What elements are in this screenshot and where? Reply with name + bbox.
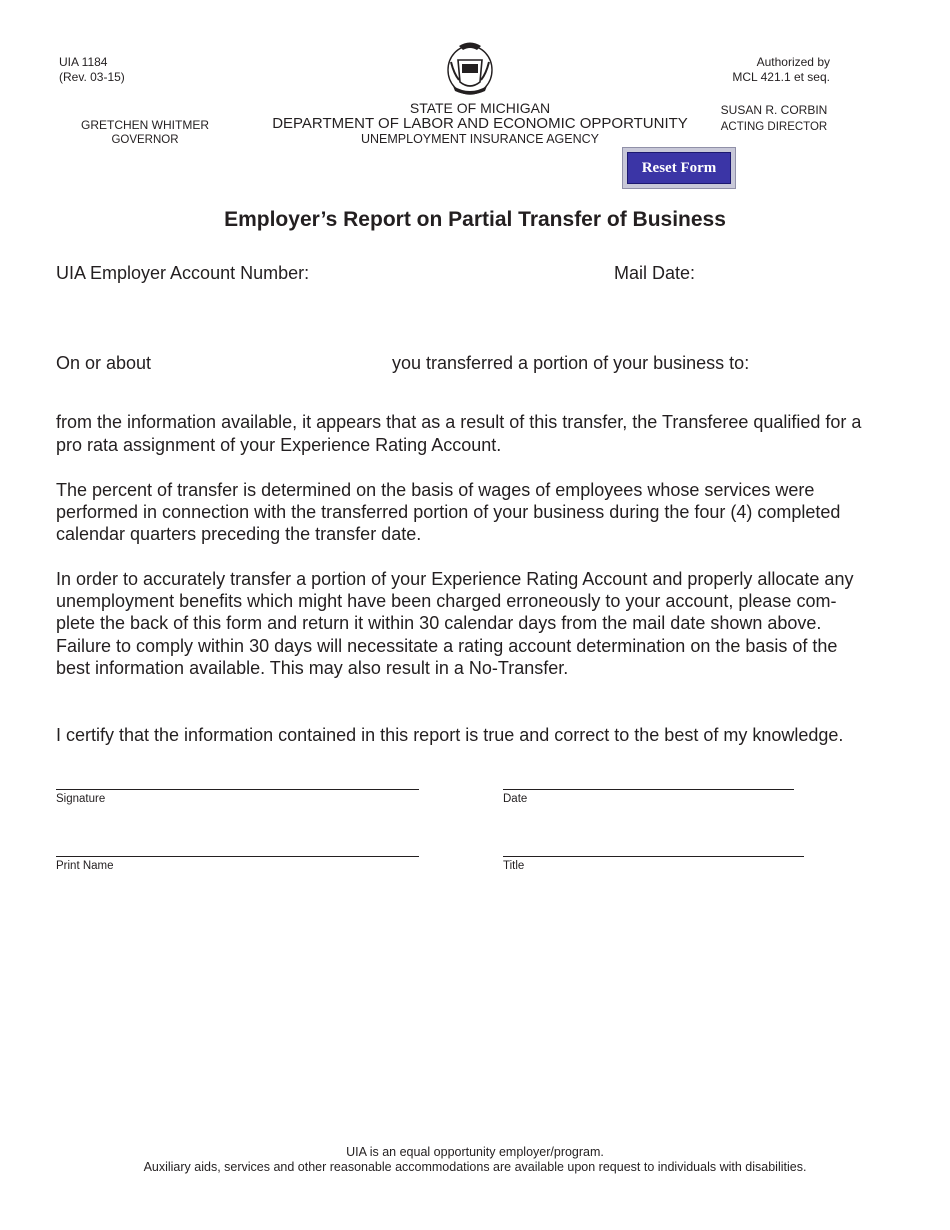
print-name-line[interactable] xyxy=(56,856,419,857)
paragraph-3-line-3: plete the back of this form and return it within 30 calendar days from the mail date shown above. xyxy=(56,613,822,633)
form-revision: (Rev. 03-15) xyxy=(59,70,125,84)
authorized-statute: MCL 421.1 et seq. xyxy=(732,70,830,84)
account-number-field[interactable] xyxy=(324,262,594,284)
page-title: Employer’s Report on Partial Transfer of Business xyxy=(224,208,726,231)
director-title: ACTING DIRECTOR xyxy=(720,121,828,133)
reset-form-button[interactable] xyxy=(622,147,736,189)
mail-date-label: Mail Date: xyxy=(614,263,696,283)
mail-date-field[interactable] xyxy=(704,262,894,284)
print-name-label: Print Name xyxy=(56,860,114,872)
michigan-seal-icon xyxy=(445,40,495,96)
title-label: Title xyxy=(503,860,525,872)
on-or-about-label: On or about xyxy=(56,353,152,373)
signature-label: Signature xyxy=(56,793,106,805)
paragraph-3-line-5: best information available. This may also result in a No-Transfer. xyxy=(56,658,569,678)
paragraph-2-line-1: The percent of transfer is determined on the basis of wages of employees whose services were xyxy=(56,480,815,500)
paragraph-2-line-2: performed in connection with the transferred portion of your business during the four (4) completed xyxy=(56,502,841,522)
certification-statement: I certify that the information contained in this report is true and correct to the best of my knowledge. xyxy=(56,725,844,745)
governor-name: GRETCHEN WHITMER xyxy=(81,118,209,132)
paragraph-1-line-2: pro rata assignment of your Experience Rating Account. xyxy=(56,435,502,455)
account-number-label: UIA Employer Account Number: xyxy=(56,263,310,283)
paragraph-1-line-1: from the information available, it appears that as a result of this transfer, the Transferee qualified for a xyxy=(56,412,862,432)
footer-equal-opportunity: UIA is an equal opportunity employer/program. xyxy=(346,1145,604,1159)
department-name: DEPARTMENT OF LABOR AND ECONOMIC OPPORTUNITY xyxy=(272,115,688,132)
paragraph-2-line-3: calendar quarters preceding the transfer date. xyxy=(56,524,422,544)
signature-line[interactable] xyxy=(56,789,419,790)
date-line[interactable] xyxy=(503,789,794,790)
state-name: STATE OF MICHIGAN xyxy=(409,100,551,116)
transferee-field[interactable] xyxy=(56,378,894,400)
paragraph-3-line-1: In order to accurately transfer a portion of your Experience Rating Account and properly allocate any xyxy=(56,569,854,589)
governor-title: GOVERNOR xyxy=(111,134,179,146)
form-id: UIA 1184 xyxy=(59,55,108,69)
paragraph-3-line-4: Failure to comply within 30 days will necessitate a rating account determination on the basis of the xyxy=(56,636,838,656)
footer-accommodations: Auxiliary aids, services and other reasonable accommodations are available upon request to individuals with disabilities. xyxy=(143,1160,807,1174)
agency-name: UNEMPLOYMENT INSURANCE AGENCY xyxy=(360,132,599,146)
director-name: SUSAN R. CORBIN xyxy=(720,103,828,117)
reset-form-label: Reset Form xyxy=(627,152,731,184)
date-label: Date xyxy=(503,793,528,805)
paragraph-3-line-2: unemployment benefits which might have been charged erroneously to your account, please com- xyxy=(56,591,837,611)
transfer-date-field[interactable] xyxy=(162,352,384,374)
authorized-by: Authorized by xyxy=(756,55,830,69)
title-line[interactable] xyxy=(503,856,804,857)
transferred-label: you transferred a portion of your business to: xyxy=(392,353,750,373)
